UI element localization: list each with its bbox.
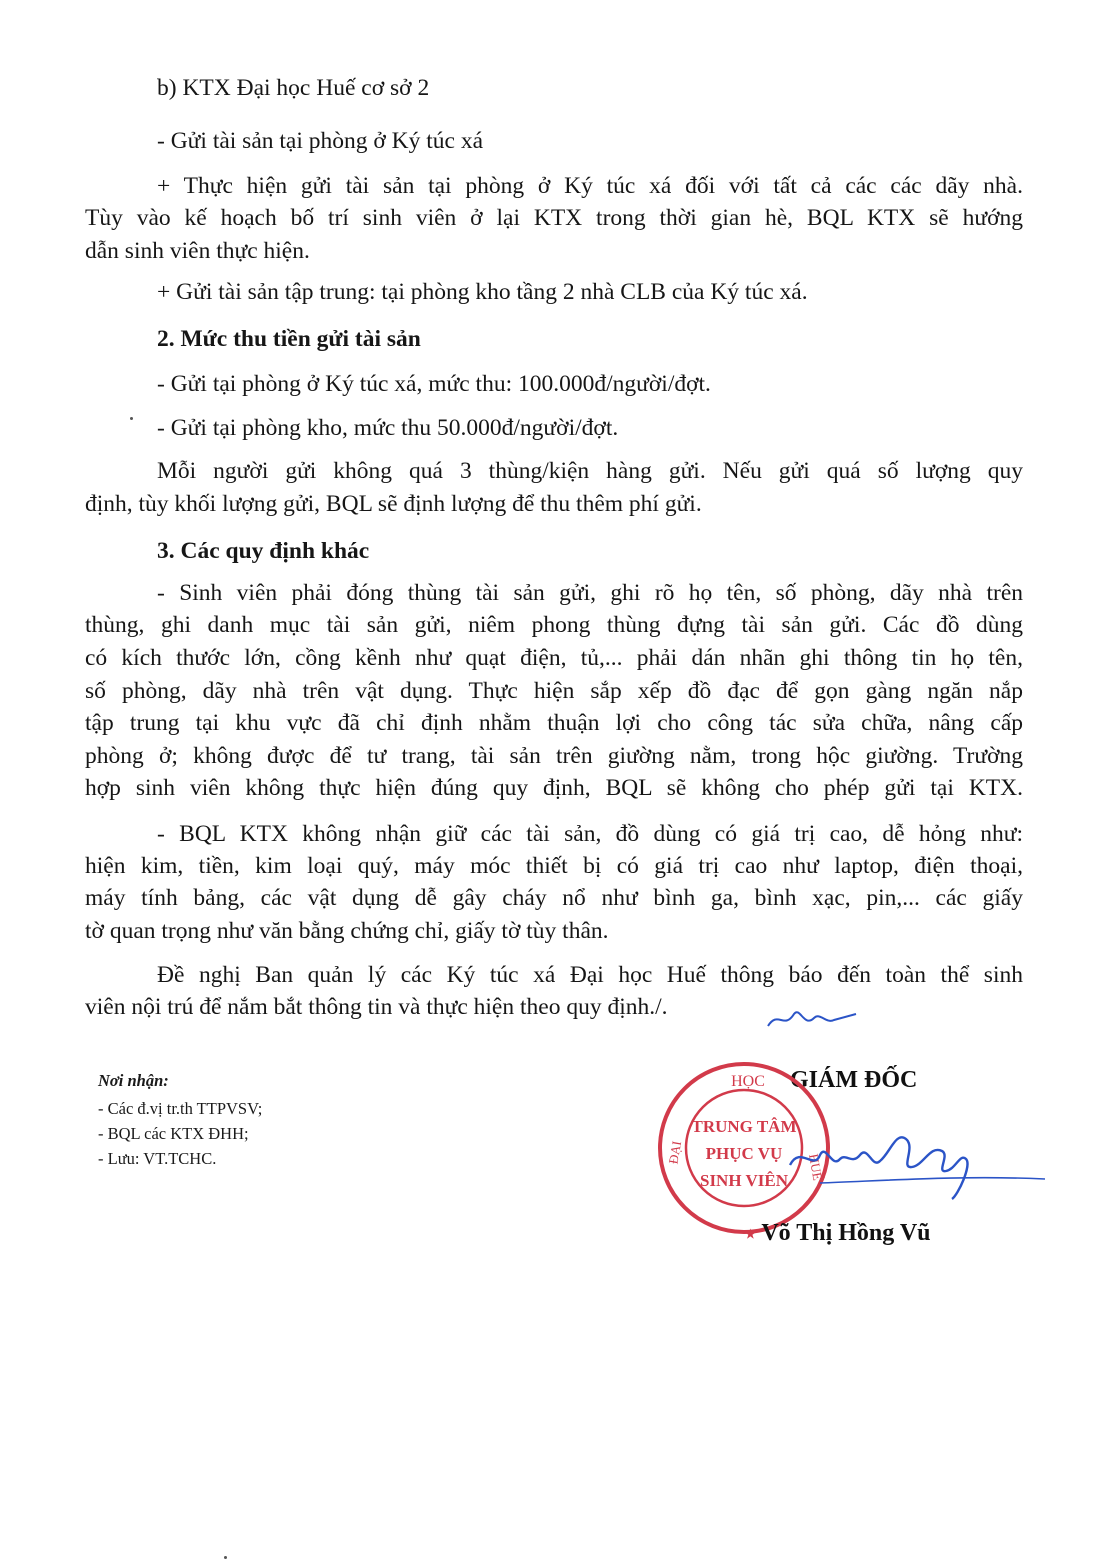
paragraph-line: hiện kim, tiền, kim loại quý, máy móc thiết bị có giá trị cao như laptop, điện thoại, [85, 853, 1023, 879]
paragraph-line: máy tính bảng, các vật dụng dễ gây cháy nổ như bình ga, bình xạc, pin,... các giấy [85, 885, 1023, 911]
paragraph-line: - Sinh viên phải đóng thùng tài sản gửi, ghi rõ họ tên, số phòng, dãy nhà trên [157, 580, 1023, 606]
signer-role: GIÁM ĐỐC [790, 1067, 918, 1093]
recipient-item: - BQL các KTX ĐHH; [98, 1124, 249, 1143]
paragraph-line: Tùy vào kế hoạch bố trí sinh viên ở lại KTX trong thời gian hè, BQL KTX sẽ hướng [85, 205, 1023, 231]
paragraph-line: - Gửi tại phòng ở Ký túc xá, mức thu: 100.000đ/người/đợt. [157, 371, 711, 397]
stamp-arc-top: HỌC [731, 1073, 765, 1090]
scan-speck [224, 1556, 227, 1559]
signer-name-row [745, 1220, 931, 1247]
paragraph-line: dẫn sinh viên thực hiện. [85, 238, 310, 264]
paragraph-line: định, tùy khối lượng gửi, BQL sẽ định lượng để thu thêm phí gửi. [85, 491, 702, 517]
stamp-arc-right: HUẾ [806, 1152, 826, 1182]
paragraph-line: phòng ở; không được để tư trang, tài sản trên giường nằm, trong hộc giường. Trường [85, 743, 1023, 769]
signer-name: Võ Thị Hồng Vũ [761, 1220, 931, 1246]
stamp-line-3: SINH VIÊN [699, 1171, 789, 1190]
recipient-item: - Lưu: VT.TCHC. [98, 1149, 217, 1168]
paragraph-line: Mỗi người gửi không quá 3 thùng/kiện hàng gửi. Nếu gửi quá số lượng quy [157, 458, 1023, 484]
star-icon: ★ [745, 1226, 756, 1241]
section-heading: 3. Các quy định khác [157, 538, 370, 564]
paragraph-line: số phòng, dãy nhà trên vật dụng. Thực hiện sắp xếp đồ đạc để gọn gàng ngăn nắp [85, 678, 1023, 704]
paragraph-line: - Gửi tài sản tại phòng ở Ký túc xá [157, 128, 484, 154]
paragraph-line: viên nội trú để nắm bắt thông tin và thực hiện theo quy định./. [85, 994, 668, 1020]
recipient-item: - Các đ.vị tr.th TTPVSV; [98, 1099, 263, 1118]
paragraph-line: hợp sinh viên không thực hiện đúng quy định, BQL sẽ không cho phép gửi tại KTX. [85, 775, 1023, 801]
initials-mark [760, 1000, 860, 1036]
paragraph-line: + Thực hiện gửi tài sản tại phòng ở Ký túc xá đối với tất cả các các dãy nhà. [157, 173, 1023, 199]
stamp-line-2: PHỤC VỤ [705, 1144, 783, 1163]
section-heading: 2. Mức thu tiền gửi tài sản [157, 326, 421, 352]
paragraph-line: + Gửi tài sản tập trung: tại phòng kho tầng 2 nhà CLB của Ký túc xá. [157, 279, 808, 305]
paragraph-line: tập trung tại khu vực đã chỉ định nhằm thuận lợi cho công tác sửa chữa, nâng cấp [85, 710, 1023, 736]
section-b-title: b) KTX Đại học Huế cơ sở 2 [157, 75, 430, 101]
paragraph-line: tờ quan trọng như văn bằng chứng chỉ, giấy tờ tùy thân. [85, 918, 609, 944]
paragraph-line: có kích thước lớn, cồng kềnh như quạt điện, tủ,... phải dán nhãn ghi thông tin họ tên, [85, 645, 1023, 671]
paragraph-line: Đề nghị Ban quản lý các Ký túc xá Đại học Huế thông báo đến toàn thể sinh [157, 962, 1023, 988]
stamp-line-1: TRUNG TÂM [691, 1117, 797, 1136]
paragraph-line: thùng, ghi danh mục tài sản gửi, niêm phong thùng đựng tài sản gửi. Các đồ dùng [85, 612, 1023, 638]
paragraph-line: - BQL KTX không nhận giữ các tài sản, đồ dùng có giá trị cao, dễ hỏng như: [157, 821, 1023, 847]
stamp-arc-left: ĐẠI [665, 1139, 685, 1166]
scan-speck [130, 417, 133, 420]
recipients-title: Nơi nhận: [98, 1071, 169, 1090]
handwritten-signature [780, 1125, 1050, 1205]
paragraph-line: - Gửi tại phòng kho, mức thu 50.000đ/người/đợt. [157, 415, 619, 441]
